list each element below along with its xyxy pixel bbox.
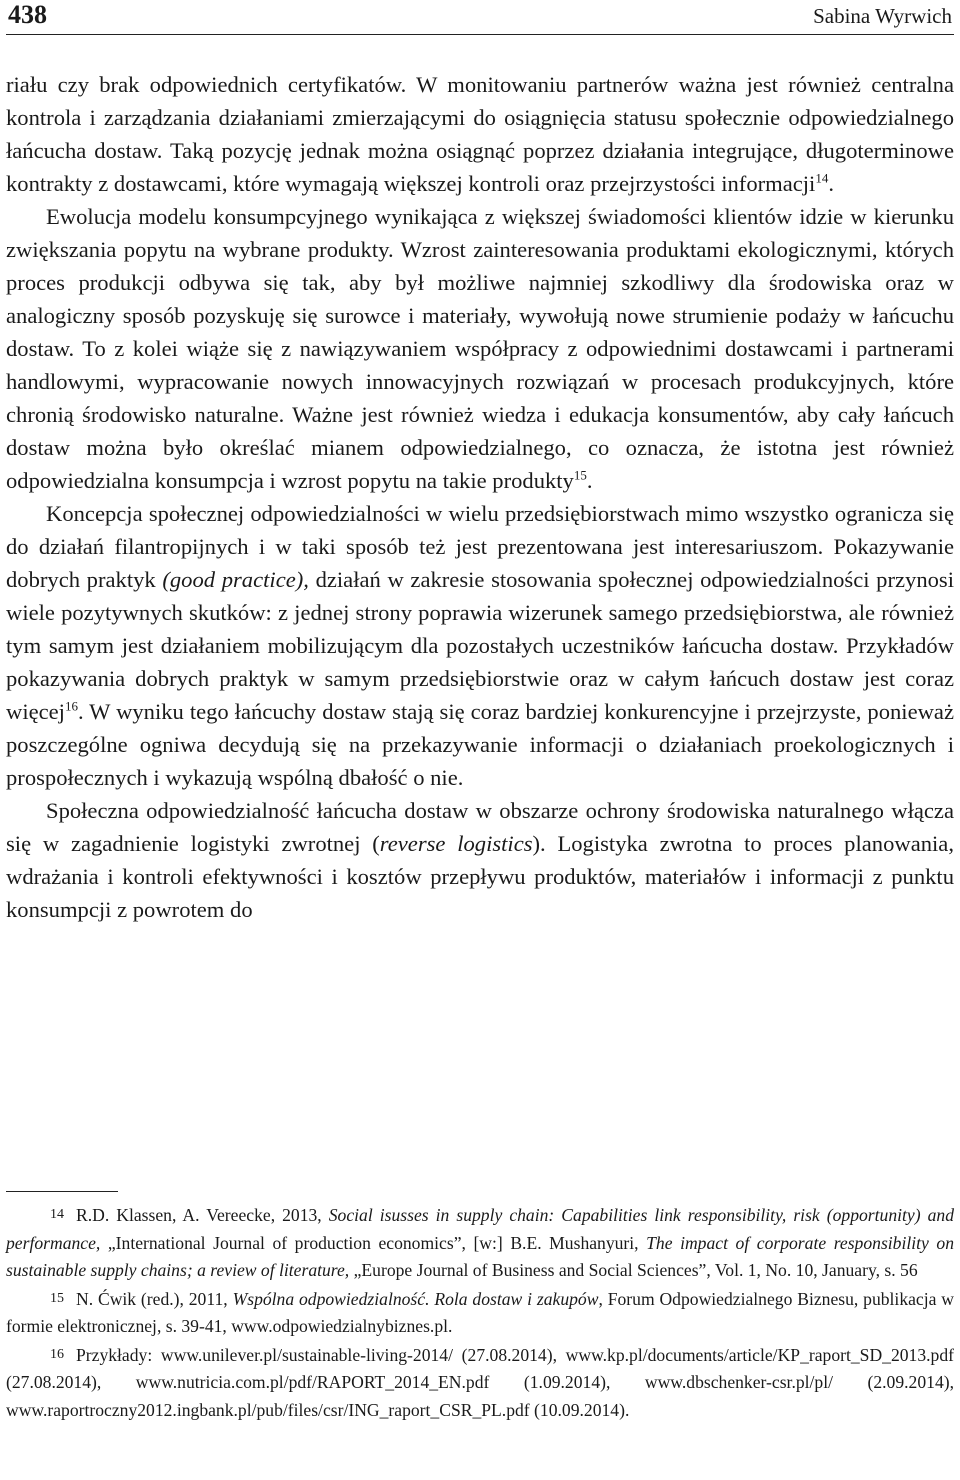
paragraph-2: Ewolucja modelu konsumpcyjnego wynikająca z większej świadomości klientów idzie w kierunku zwiększania popytu na wybrane produkty. Wzrost zainteresowania produktami ekologicznymi, których proces produkcji odbywa się tak, aby był możliwe najmniej szkodliwy dla środowiska oraz w analogiczny sposób pozyskuję się surowce i materiały, wywołują nowe strumienie podaży w łańcuchu dostaw. To z kolei wiąże się z nawiązywaniem współpracy z odpowiednimi dostawcami i partnerami handlowymi, wypracowanie nowych innowacyjnych rozwiązań w procesach produkcyjnych, które chronią środowisko naturalne. Ważne jest również wiedza i edukacja konsumentów, aby cały łańcuch dostaw można było określać mianem odpowiedzialnego, co oznacza, że istotna jest również odpowiedzialna konsumpcja i wzrost popytu na takie produkty$^{15}$. xyxy=(6,204,954,493)
paragraph-4: Społeczna odpowiedzialność łańcucha dostaw w obszarze ochrony środowiska naturalnego włącza się w zagadnienie logistyki zwrotnej (reverse logistics). Logistyka zwrotna to proces planowania, wdrażania i kontroli efektywności i kosztów przepływu produktów, materiałów i informacji z punktu konsumpcji z powrotem do xyxy=(6,798,954,922)
footnote-15: 15 N. Ćwik (red.), 2011, Wspólna odpowiedzialność. Rola dostaw i zakupów, Forum Odpowiedzialnego Biznesu, publikacja w formie elektronicznej, s. 39-41, www.odpowiedzialnybiznes.pl. xyxy=(6,1285,954,1341)
footnote-number: 14 xyxy=(50,1207,64,1222)
body-text xyxy=(6,68,954,926)
page-number: 438 xyxy=(8,0,47,29)
footnote-ref-16[interactable]: 16 xyxy=(64,698,78,714)
running-head-author: Sabina Wyrwich xyxy=(813,4,952,28)
footnote-number: 16 xyxy=(50,1346,64,1362)
footnote-16: 16 Przykłady: www.unilever.pl/sustainable-living-2014/ (27.08.2014), www.kp.pl/documents/article/KP_raport_SD_2013.pdf (27.08.2014), www.nutricia.com.pl/pdf/RAPORT_2014_EN.pdf (1.09.2014), www.dbschenker-csr.pl/pl/ (2.09.2014), www.raportroczny2012.ingbank.pl/pub/files/csr/ING_raport_CSR_PL.pdf (10.09.2014). xyxy=(6,1341,954,1425)
footnotes xyxy=(6,1201,954,1424)
paragraph-1: riału czy brak odpowiednich certyfikatów. W monitowaniu partnerów ważna jest również centralna kontrola i zarządzania działaniami zmierzającymi do osiągnięcia statusu społecznie odpowiedzialnego łańcucha dostaw. Taką pozycję jednak można osiągnąć poprzez działania integrujące, długoterminowe kontrakty z dostawcami, które wymagają większej kontroli oraz przejrzystości informacji$^{14}$. xyxy=(6,72,954,196)
header-rule xyxy=(6,34,954,35)
paragraph-3: Koncepcja społecznej odpowiedzialności w wielu przedsiębiorstwach mimo wszystko ogranicza się do działań filantropijnych i w taki sposób też jest prezentowana jest interesariuszom. Pokazywanie dobrych praktyk (good practice), działań w zakresie stosowania społecznej odpowiedzialności przynosi wiele pozytywnych skutków: z jednej strony poprawia wizerunek samego przedsiębiorstwa, ale również tym samym jest działaniem mobilizującym dla pozostałych uczestników łańcucha dostaw. Przykładów pokazywania dobrych praktyk w samym przedsiębiorstwie oraz w całym łańcuch dostaw jest coraz więcej$^{16}$. W wyniku tego łańcuchy dostaw stają się coraz bardziej konkurencyjne i przejrzyste, ponieważ poszczególne ogniwa decydują się na przekazywanie informacji o działaniach proekologicznych i prospołecznych i wykazują wspólną dbałość o nie. xyxy=(6,501,954,790)
page-header xyxy=(6,0,954,32)
footnote-ref-14[interactable]: 14 xyxy=(815,170,829,186)
footnote-separator xyxy=(6,1191,118,1192)
footnote-number: 15 xyxy=(50,1290,64,1306)
footnote-14: 14 R.D. Klassen, A. Vereecke, 2013, Social isusses in supply chain: Capabilities link responsibility, risk (opportunity) and performance, „International Journal of production economics”, [w:] B.E. Mushanyuri, The impact of corporate responsibility on sustainable supply chains; a review of literature, „Europe Journal of Business and Social Sciences”, Vol. 1, No. 10, January, s. 56 xyxy=(6,1201,954,1285)
footnote-ref-15[interactable]: 15 xyxy=(573,467,587,483)
